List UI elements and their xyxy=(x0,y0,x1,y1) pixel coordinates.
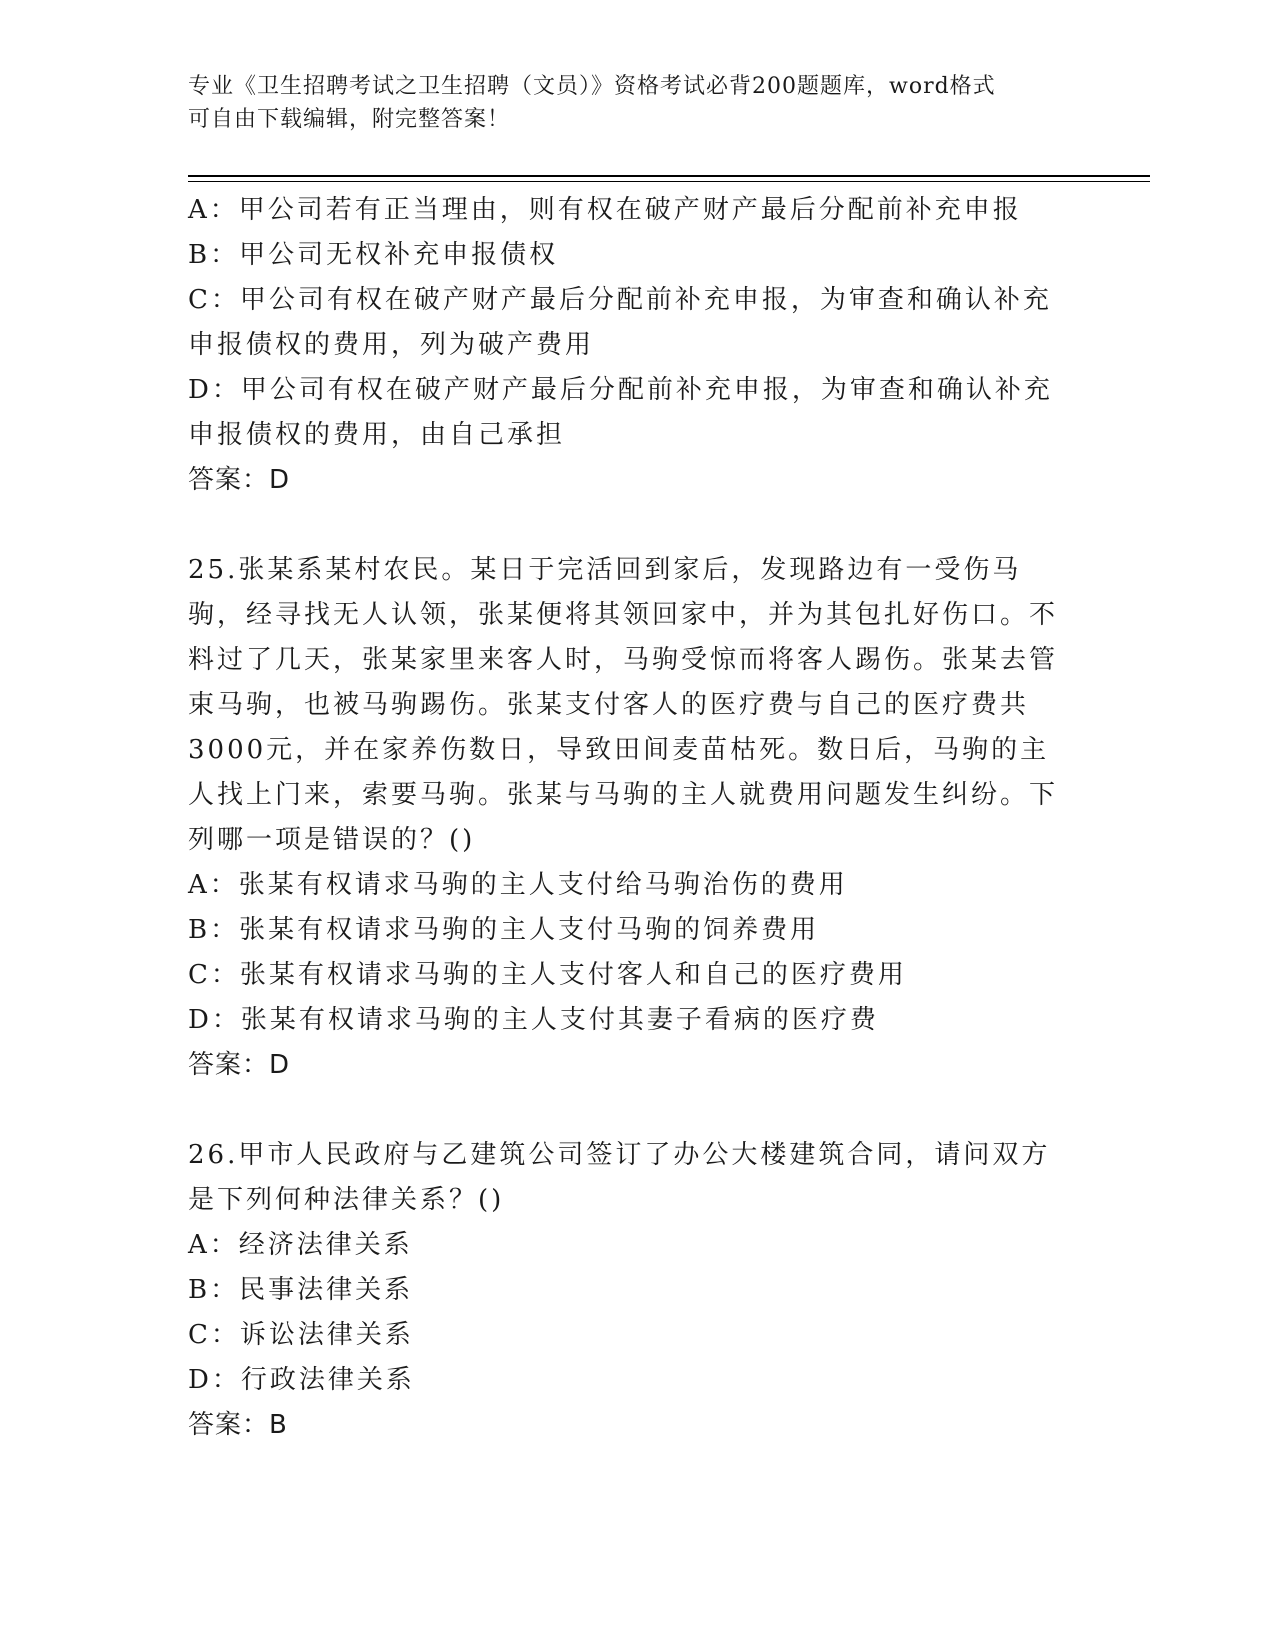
option-a: A：经济法律关系 xyxy=(188,1230,413,1260)
option-b: B：民事法律关系 xyxy=(188,1275,414,1305)
answer: 答案：B xyxy=(188,1410,288,1440)
option-b: B：张某有权请求马驹的主人支付马驹的饲养费用 xyxy=(188,915,820,945)
header-rule-thin xyxy=(188,181,1150,182)
answer: 答案：D xyxy=(188,1050,291,1080)
option-c: C：诉讼法律关系 xyxy=(188,1320,414,1350)
question-text: 26.甲市人民政府与乙建筑公司签订了办公大楼建筑合同，请问双方是下列何种法律关系？() xyxy=(188,1140,1051,1215)
option-d: D：甲公司有权在破产财产最后分配前补充申报，为审查和确认补充申报债权的费用，由自己承担 xyxy=(188,375,1053,450)
question-content xyxy=(188,188,1068,1448)
option-d: D：张某有权请求马驹的主人支付其妻子看病的医疗费 xyxy=(188,1005,879,1035)
question-spacer xyxy=(188,1088,1068,1133)
document-header xyxy=(188,70,1088,136)
header-rule-thick xyxy=(188,175,1150,177)
option-c: C：张某有权请求马驹的主人支付客人和自己的医疗费用 xyxy=(188,960,907,990)
question-spacer xyxy=(188,503,1068,548)
option-d: D：行政法律关系 xyxy=(188,1365,415,1395)
question-24-continued xyxy=(188,188,1068,503)
header-title-line-1: 专业《卫生招聘考试之卫生招聘（文员）》资格考试必背200题题库，word格式 xyxy=(188,74,996,99)
question-25 xyxy=(188,548,1068,1088)
question-text: 25.张某系某村农民。某日于完活回到家后，发现路边有一受伤马驹，经寻找无人认领，张某便将其领回家中，并为其包扎好伤口。不料过了几天，张某家里来客人时，马驹受惊而将客人踢伤。张某去管束马驹，也被马驹踢伤。张某支付客人的医疗费与自己的医疗费共3000元，并在家养伤数日，导致田间麦苗枯死。数日后，马驹的主人找上门来，索要马驹。张某与马驹的主人就费用问题发生纠纷。下列哪一项是错误的？() xyxy=(188,555,1059,855)
question-26 xyxy=(188,1133,1068,1448)
answer: 答案：D xyxy=(188,465,291,495)
option-b: B：甲公司无权补充申报债权 xyxy=(188,240,559,270)
option-c: C：甲公司有权在破产财产最后分配前补充申报，为审查和确认补充申报债权的费用，列为破产费用 xyxy=(188,285,1052,360)
option-a: A：甲公司若有正当理由，则有权在破产财产最后分配前补充申报 xyxy=(188,195,1022,225)
header-title-line-2: 可自由下载编辑，附完整答案！ xyxy=(188,107,511,132)
option-a: A：张某有权请求马驹的主人支付给马驹治伤的费用 xyxy=(188,870,848,900)
